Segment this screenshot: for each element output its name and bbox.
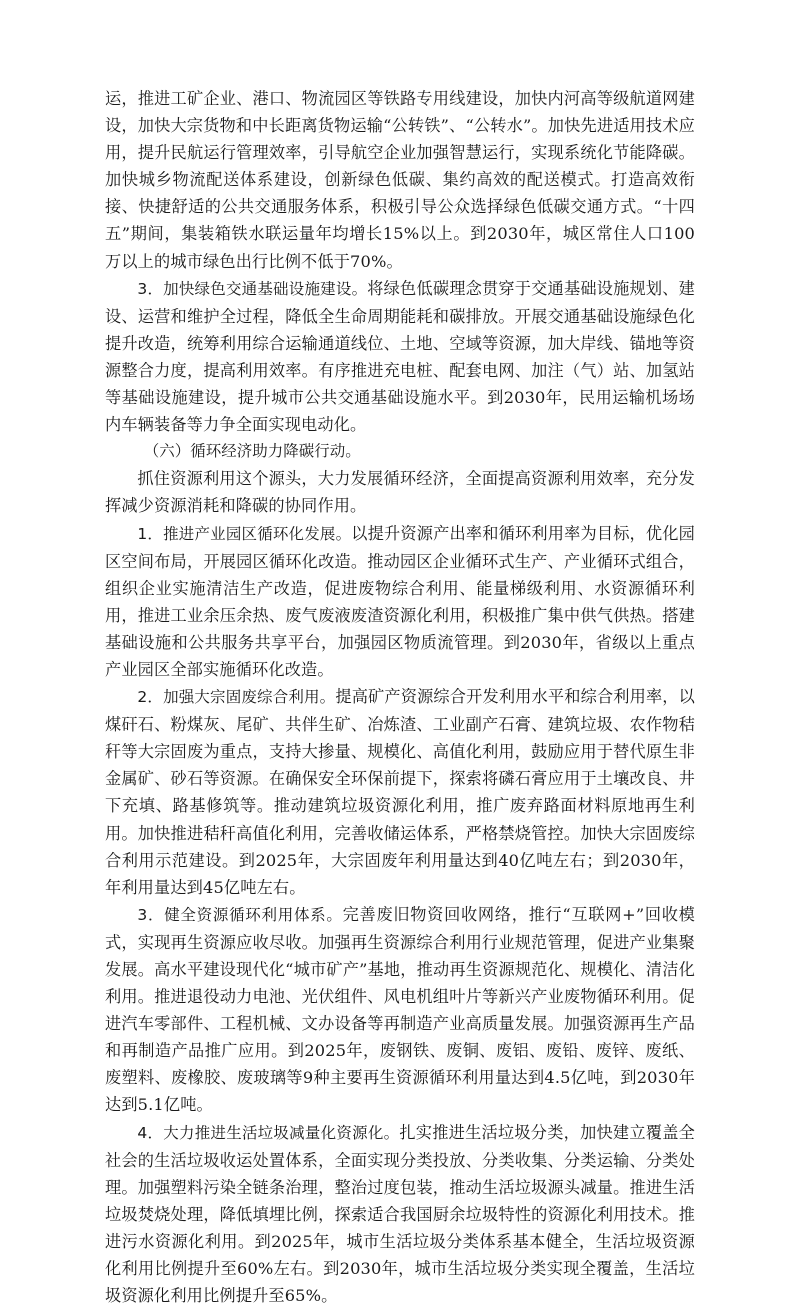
- paragraph-text: 将绿色低碳理念贯穿于交通基础设施规划、建设、运营和维护全过程，降低全生命周期能耗和碳排放。开展交通基础设施绿色化提升改造，统筹利用综合运输通道线位、土地、空域等资源，加大岸线、锚地等资源整合力度，提高利用效率。有序推进充电桩、配套电网、加注（气）站、加氢站等基础设施建设，提升城市公共交通基础设施水平。到2030年，民用运输机场场内车辆装备等力争全面实现电动化。: [105, 278, 695, 435]
- paragraph-lead-heading: 3．健全资源循环利用体系。: [137, 905, 343, 924]
- paragraph-green-transport-infrastructure: [105, 275, 695, 439]
- paragraph-text: 提高矿产资源综合开发利用水平和综合利用率，以煤矸石、粉煤灰、尾矿、共伴生矿、冶炼渣、工业副产石膏、建筑垃圾、农作物秸秆等大宗固废为重点，支持大掺量、规模化、高值化利用，鼓励应用于替代原生非金属矿、砂石等资源。在确保安全环保前提下，探索将磷石膏应用于土壤改良、井下充填、路基修筑等。推动建筑垃圾资源化利用，推广废弃路面材料原地再生利用。加快推进秸秆高值化利用，完善收储运体系，严格禁烧管控。加快大宗固废综合利用示范建设。到2025年，大宗固废年利用量达到40亿吨左右；到2030年，年利用量达到45亿吨左右。: [105, 687, 695, 897]
- paragraph-text: 扎实推进生活垃圾分类，加快建立覆盖全社会的生活垃圾收运处置体系，全面实现分类投放、分类收集、分类运输、分类处理。加强塑料污染全链条治理，整治过度包装，推动生活垃圾源头减量。推进生活垃圾焚烧处理，降低填埋比例，探索适合我国厨余垃圾特性的资源化利用技术。推进污水资源化利用。到2025年，城市生活垃圾分类体系基本健全，生活垃圾资源化利用比例提升至60%左右。到2030年，城市生活垃圾分类实现全覆盖，生活垃圾资源化利用比例提升至65%。: [105, 1122, 695, 1306]
- paragraph-lead-heading: 4．大力推进生活垃圾减量化资源化。: [137, 1123, 400, 1142]
- paragraph-text: 完善废旧物资回收网络，推行“互联网+”回收模式，实现再生资源应收尽收。加强再生资源综合利用行业规范管理，促进产业集聚发展。高水平建设现代化“城市矿产”基地，推动再生资源规范化、规模化、清洁化利用。推进退役动力电池、光伏组件、风电机组叶片等新兴产业废物循环利用。促进汽车零部件、工程机械、文办设备等再制造产业高质量发展。加强资源再生产品和再制造产品推广应用。到2025年，废钢铁、废铜、废铝、废铅、废锌、废纸、废塑料、废橡胶、废玻璃等9种主要再生资源循环利用量达到4.5亿吨，到2030年达到5.1亿吨。: [105, 904, 696, 1115]
- paragraph-text: 以提升资源产出率和循环利用率为目标，优化园区空间布局，开展园区循环化改造。推动园区企业循环式生产、产业循环式组合，组织企业实施清洁生产改造，促进废物综合利用、能量梯级利用、水资源循环利用，推进工业余压余热、废气废液废渣资源化利用，积极推广集中供气供热。搭建基础设施和公共服务共享平台，加强园区物质流管理。到2030年，省级以上重点产业园区全部实施循环化改造。: [105, 523, 695, 679]
- paragraph-text: 抓住资源利用这个源头，大力发展循环经济，全面提高资源利用效率，充分发挥减少资源消耗和降碳的协同作用。: [105, 469, 695, 516]
- paragraph-bulk-solid-waste: [105, 683, 695, 901]
- paragraph-industrial-park-circular: [105, 520, 695, 684]
- section-heading-circular-economy: （六）循环经济助力降碳行动。: [143, 442, 361, 461]
- paragraph-circular-economy-intro: [105, 465, 695, 519]
- paragraph-continued-transport: [105, 85, 695, 275]
- paragraph-lead-heading: 3．加快绿色交通基础设施建设。: [137, 279, 368, 298]
- paragraph-resource-recycling-system: [105, 901, 695, 1119]
- paragraph-text: 运，推进工矿企业、港口、物流园区等铁路专用线建设，加快内河高等级航道网建设，加快大宗货物和中长距离货物运输“公转铁”、“公转水”。加快先进适用技术应用，提升民航运行管理效率，引导航空企业加强智慧运行，实现系统化节能降碳。加快城乡物流配送体系建设，创新绿色低碳、集约高效的配送模式。打造高效衔接、快捷舒适的公共交通服务体系，积极引导公众选择绿色低碳交通方式。“十四五”期间，集装箱铁水联运量年均增长15%以上。到2030年，城区常住人口100万以上的城市绿色出行比例不低于70%。: [105, 89, 695, 271]
- paragraph-lead-heading: 1．推进产业园区循环化发展。: [137, 524, 352, 543]
- paragraph-household-waste: [105, 1119, 695, 1309]
- paragraph-lead-heading: 2．加强大宗固废综合利用。: [137, 688, 336, 707]
